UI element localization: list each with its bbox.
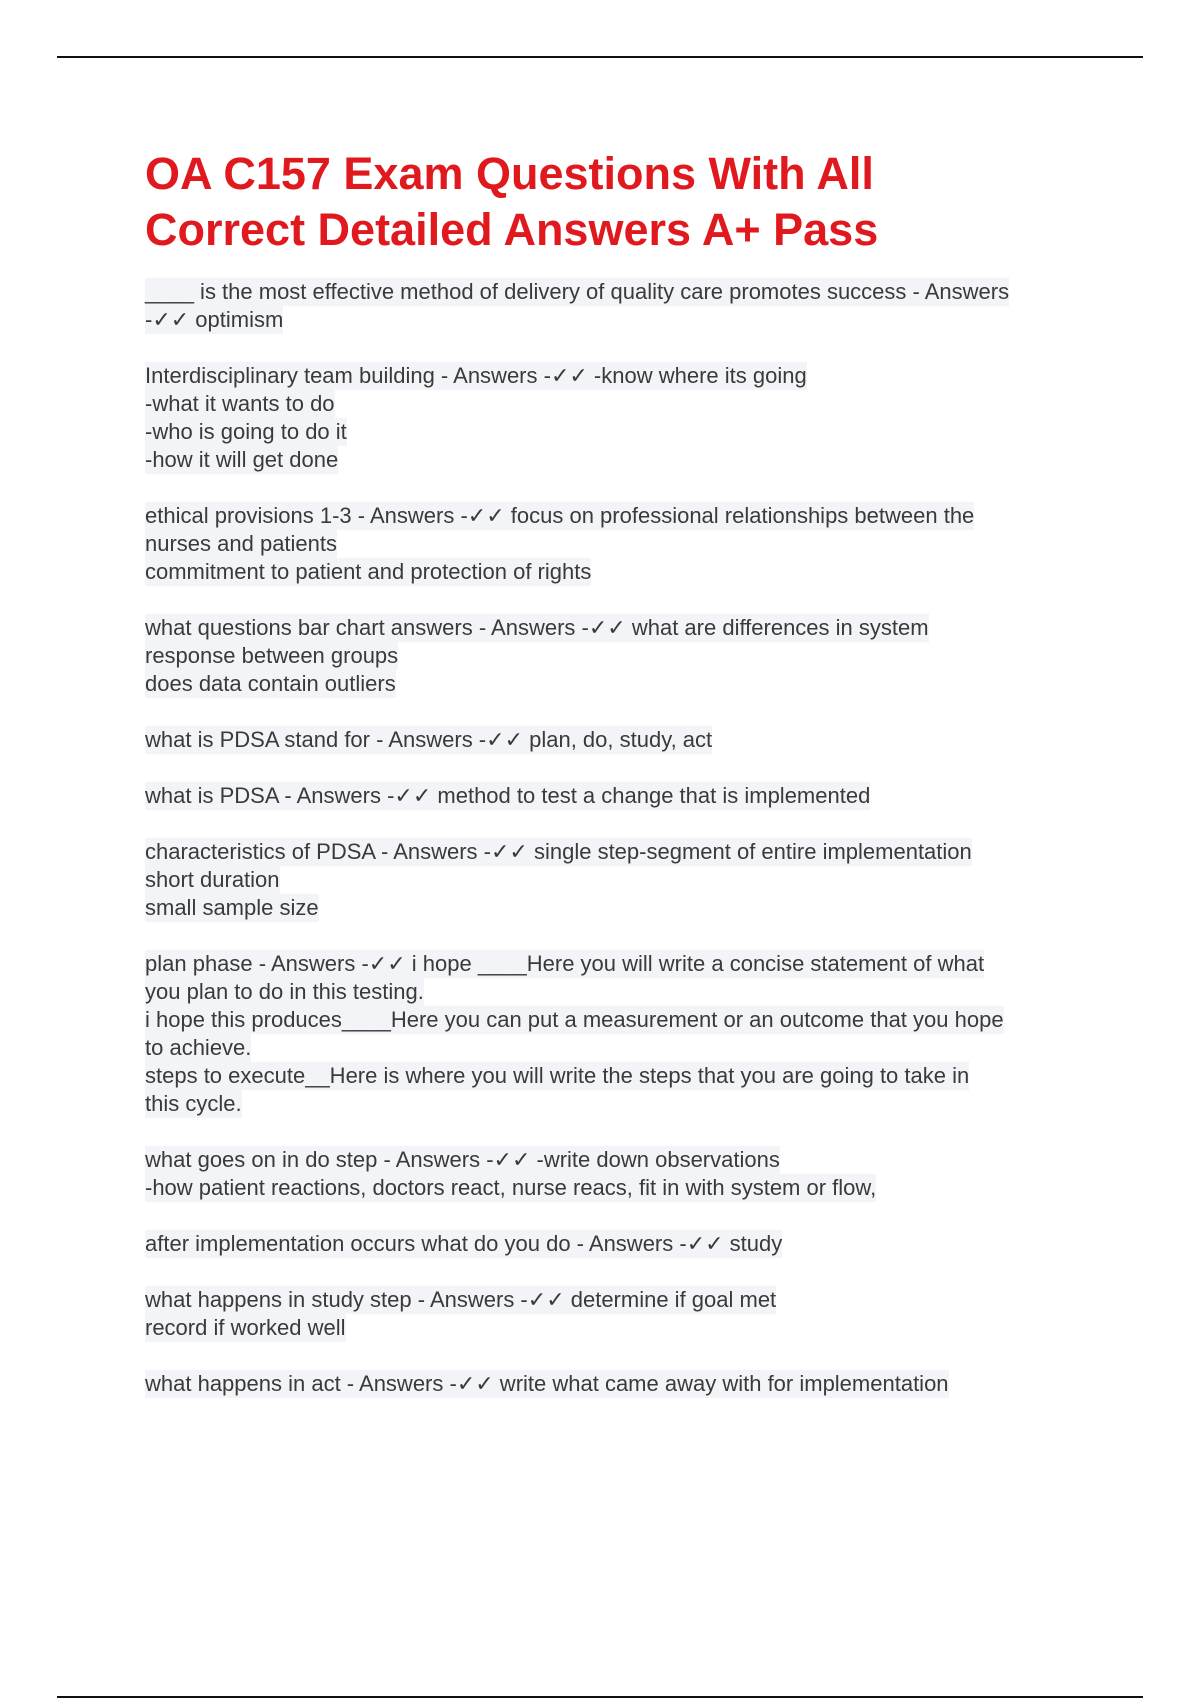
qa-entry bbox=[145, 726, 1085, 754]
qa-line: this cycle. bbox=[145, 1091, 242, 1116]
qa-line: what questions bar chart answers - Answers -✓✓ what are differences in system bbox=[145, 615, 929, 640]
document-title bbox=[145, 146, 1085, 258]
qa-line: what is PDSA - Answers -✓✓ method to test a change that is implemented bbox=[145, 783, 871, 808]
qa-line: short duration bbox=[145, 867, 280, 892]
qa-entry bbox=[145, 1146, 1085, 1202]
qa-line: to achieve. bbox=[145, 1035, 252, 1060]
qa-list bbox=[145, 278, 1085, 1398]
top-rule bbox=[57, 56, 1143, 58]
qa-entry bbox=[145, 614, 1085, 698]
qa-entry bbox=[145, 782, 1085, 810]
qa-entry bbox=[145, 1286, 1085, 1342]
qa-line: what is PDSA stand for - Answers -✓✓ plan, do, study, act bbox=[145, 727, 713, 752]
title-line: Correct Detailed Answers A+ Pass bbox=[145, 204, 879, 255]
qa-line: -who is going to do it bbox=[145, 419, 347, 444]
qa-line: ethical provisions 1-3 - Answers -✓✓ focus on professional relationships between the bbox=[145, 503, 975, 528]
qa-line: steps to execute__Here is where you will write the steps that you are going to take in bbox=[145, 1063, 970, 1088]
qa-entry bbox=[145, 278, 1085, 334]
qa-line: what happens in study step - Answers -✓✓ determine if goal met bbox=[145, 1287, 777, 1312]
qa-line: what goes on in do step - Answers -✓✓ -write down observations bbox=[145, 1147, 780, 1172]
qa-entry bbox=[145, 1370, 1085, 1398]
qa-line: -✓✓ optimism bbox=[145, 307, 284, 332]
qa-line: i hope this produces____Here you can put a measurement or an outcome that you hope bbox=[145, 1007, 1004, 1032]
qa-line: -how it will get done bbox=[145, 447, 339, 472]
qa-entry bbox=[145, 950, 1085, 1118]
qa-line: plan phase - Answers -✓✓ i hope ____Here you will write a concise statement of what bbox=[145, 951, 985, 976]
qa-line: ____ is the most effective method of delivery of quality care promotes success - Answers bbox=[145, 279, 1010, 304]
qa-line: what happens in act - Answers -✓✓ write what came away with for implementation bbox=[145, 1371, 949, 1396]
qa-entry bbox=[145, 838, 1085, 922]
qa-line: record if worked well bbox=[145, 1315, 346, 1340]
title-line: OA C157 Exam Questions With All bbox=[145, 148, 874, 199]
qa-entry bbox=[145, 1230, 1085, 1258]
qa-line: you plan to do in this testing. bbox=[145, 979, 424, 1004]
qa-line: small sample size bbox=[145, 895, 319, 920]
qa-line: after implementation occurs what do you do - Answers -✓✓ study bbox=[145, 1231, 783, 1256]
document-body bbox=[145, 146, 1085, 1398]
qa-line: nurses and patients bbox=[145, 531, 338, 556]
qa-line: response between groups bbox=[145, 643, 399, 668]
qa-entry bbox=[145, 362, 1085, 474]
qa-line: does data contain outliers bbox=[145, 671, 396, 696]
bottom-rule bbox=[57, 1696, 1143, 1698]
qa-line: commitment to patient and protection of rights bbox=[145, 559, 592, 584]
qa-line: characteristics of PDSA - Answers -✓✓ single step-segment of entire implementation bbox=[145, 839, 972, 864]
qa-entry bbox=[145, 502, 1085, 586]
qa-line: -how patient reactions, doctors react, nurse reacs, fit in with system or flow, bbox=[145, 1175, 877, 1200]
qa-line: Interdisciplinary team building - Answers -✓✓ -know where its going bbox=[145, 363, 807, 388]
qa-line: -what it wants to do bbox=[145, 391, 335, 416]
